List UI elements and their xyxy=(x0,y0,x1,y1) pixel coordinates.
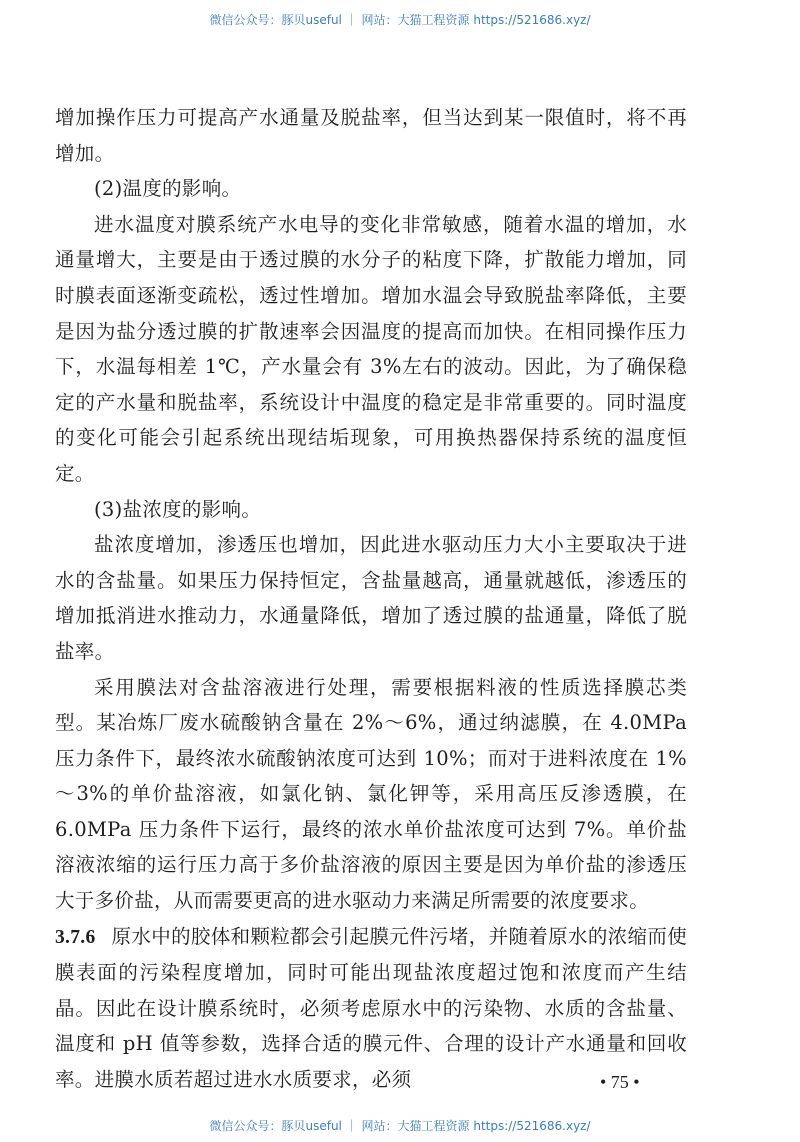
page-body xyxy=(55,100,687,1098)
paragraph-pressure-continued: 增加操作压力可提高产水通量及脱盐率，但当达到某一限值时，将不再增加。 xyxy=(55,106,687,165)
section-3-7-6 xyxy=(55,919,687,1098)
heading-salt-concentration-effect: (3)盐浓度的影响。 xyxy=(94,497,262,521)
section-number: 3.7.6 xyxy=(55,926,96,948)
paragraph-temperature: 进水温度对膜系统产水电导的变化非常敏感，随着水温的增加，水通量增大，主要是由于透过膜的水分子的粘度下降，扩散能力增加，同时膜表面逐渐变疏松，透过性增加。增加水温会导致脱盐率降低，主要是因为盐分透过膜的扩散速率会因温度的提高而加快。在相同操作压力下，水温每相差 1℃，产水量会有 3%左右的波动。因此，为了确保稳定的产水量和脱盐率，系统设计中温度的稳定是非常重要的。同时温度的变化可能会引起系统出现结垢现象，可用换热器保持系统的温度恒定。 xyxy=(55,212,687,485)
watermark-bottom: 微信公众号：豚贝useful ｜ 网站：大猫工程资源 https://521686.xyz/ xyxy=(209,1119,591,1133)
paragraph-membrane-treatment: 采用膜法对含盐溶液进行处理，需要根据料液的性质选择膜芯类型。某冶炼厂废水硫酸钠含量在 2%～6%，通过纳滤膜，在 4.0MPa 压力条件下，最终浓水硫酸钠浓度可达到 10%；而对于进料浓度在 1%～3%的单价盐溶液，如氯化钠、氯化钾等，采用高压反渗透膜，在 6.0MPa 压力条件下运行，最终的浓水单价盐浓度可达到 7%。单价盐溶液浓缩的运行压力高于多价盐溶液的原因主要是因为单价盐的渗透压大于多价盐，从而需要更高的进水驱动力来满足所需要的浓度要求。 xyxy=(55,675,687,913)
section-3-7-6-text: 原水中的胶体和颗粒都会引起膜元件污堵，并随着原水的浓缩而使膜表面的污染程度增加，同时可能出现盐浓度超过饱和浓度而产生结晶。因此在设计膜系统时，必须考虑原水中的污染物、水质的含盐量、温度和 pH 值等参数，选择合适的膜元件、合理的设计产水通量和回收率。进膜水质若超过进水水质要求，必须 xyxy=(55,924,687,1092)
watermark-top: 微信公众号：豚贝useful ｜ 网站：大猫工程资源 https://521686.xyz/ xyxy=(209,13,591,27)
page-number: • 75 • xyxy=(600,1072,640,1092)
heading-temperature-effect: (2)温度的影响。 xyxy=(94,177,242,201)
paragraph-salt-concentration: 盐浓度增加，渗透压也增加，因此进水驱动压力大小主要取决于进水的含盐量。如果压力保持恒定，含盐量越高，通量就越低，渗透压的增加抵消进水推动力，水通量降低，增加了透过膜的盐通量，降低了脱盐率。 xyxy=(55,533,687,663)
